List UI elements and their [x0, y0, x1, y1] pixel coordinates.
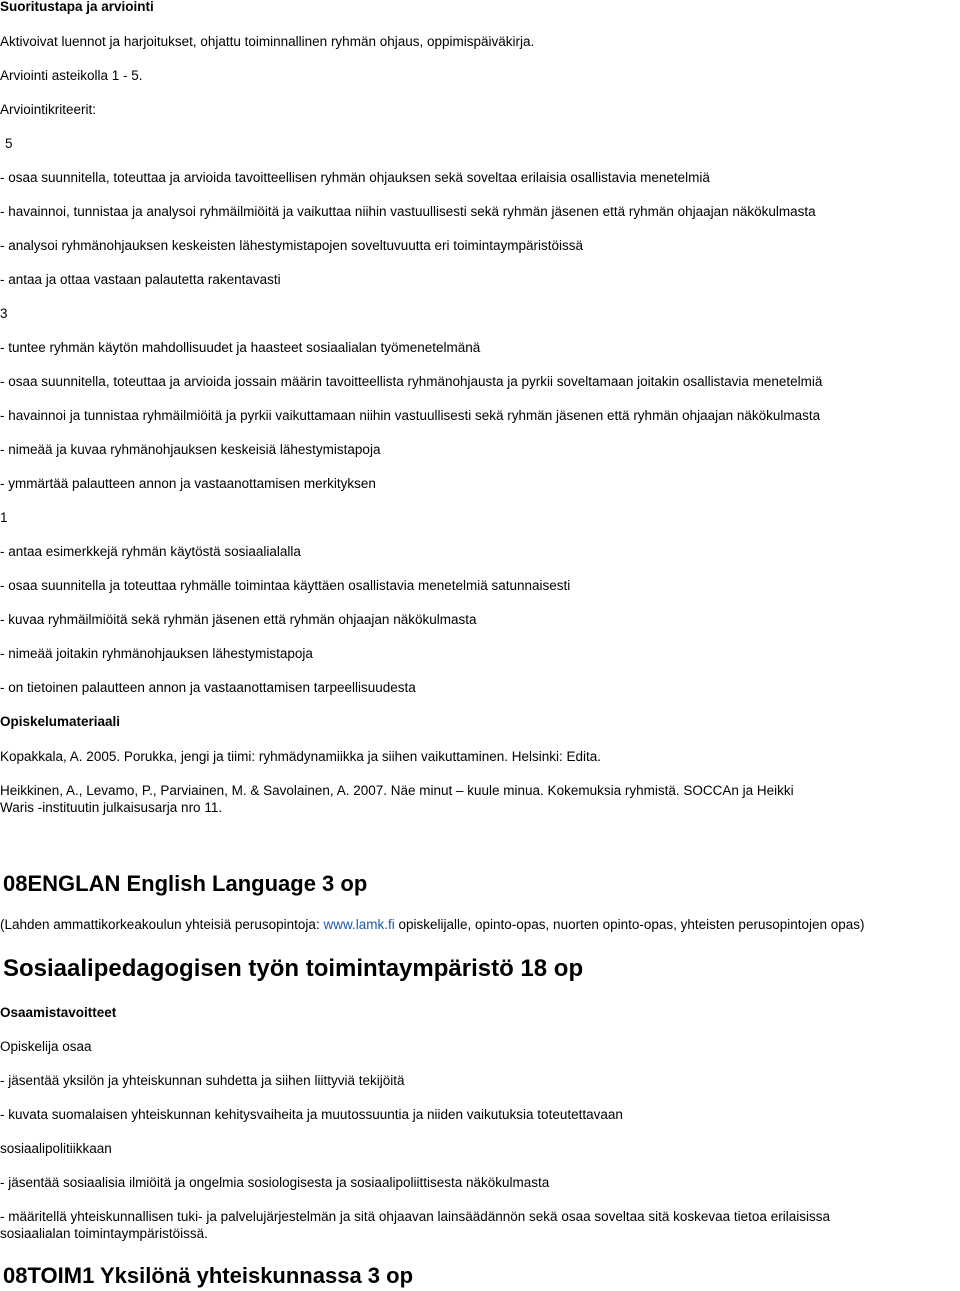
criteria-label: Arviointikriteerit: — [0, 102, 97, 117]
grade-1-item: - osaa suunnitella ja toteuttaa ryhmälle toimintaa käyttäen osallistavia menetelmiä satunnaisesti — [0, 578, 571, 593]
grade-5-label: 5 — [5, 136, 13, 151]
grade-5-item: - osaa suunnitella, toteuttaa ja arvioida tavoitteellisen ryhmän ohjauksen sekä soveltaa erilaisia osallistavia menetelmiä — [0, 170, 710, 185]
grade-5-item: - analysoi ryhmänohjauksen keskeisten lähestymistapojen soveltuvuutta eri toimintaympäristöissä — [0, 238, 584, 253]
material-reference-continued: Waris -instituutin julkaisusarja nro 11. — [0, 800, 223, 815]
grade-3-item: - nimeää ja kuvaa ryhmänohjauksen keskeisiä lähestymistapoja — [0, 442, 381, 457]
section-heading-materials: Opiskelumateriaali — [0, 714, 121, 729]
grade-3-label: 3 — [0, 306, 8, 321]
section-heading-suoritustapa: Suoritustapa ja arviointi — [0, 0, 154, 14]
grade-1-label: 1 — [0, 510, 8, 525]
english-note-before: (Lahden ammattikorkeakoulun yhteisiä perusopintoja: — [0, 917, 324, 932]
objective-item: - jäsentää yksilön ja yhteiskunnan suhdetta ja siihen liittyviä tekijöitä — [0, 1073, 405, 1088]
grade-3-item: - ymmärtää palautteen annon ja vastaanottamisen merkityksen — [0, 476, 376, 491]
grade-3-item: - havainnoi ja tunnistaa ryhmäilmiöitä ja pyrkii vaikuttamaan niihin vastuullisesti sekä ryhmän jäsenen että ryhmän ohjaajan näkökulmasta — [0, 408, 821, 423]
objective-item: sosiaalipolitiikkaan — [0, 1141, 112, 1156]
paragraph-scale: Arviointi asteikolla 1 - 5. — [0, 68, 143, 83]
grade-1-item: - kuvaa ryhmäilmiöitä sekä ryhmän jäsenen että ryhmän ohjaajan näkökulmasta — [0, 612, 477, 627]
grade-5-item: - antaa ja ottaa vastaan palautetta rakentavasti — [0, 272, 281, 287]
module-title-sosped: Sosiaalipedagogisen työn toimintaympäristö 18 op — [3, 955, 584, 982]
grade-1-item: - antaa esimerkkejä ryhmän käytöstä sosiaalialalla — [0, 544, 301, 559]
lamk-link[interactable]: www.lamk.fi — [323, 917, 395, 932]
english-note — [0, 916, 865, 933]
grade-1-item: - on tietoinen palautteen annon ja vastaanottamisen tarpeellisuudesta — [0, 680, 416, 695]
grade-5-item: - havainnoi, tunnistaa ja analysoi ryhmäilmiöitä ja vaikuttaa niihin vastuullisesti sekä ryhmän jäsenen että ryhmän ohjaajan näkökulmasta — [0, 204, 816, 219]
objective-item: - kuvata suomalaisen yhteiskunnan kehitysvaiheita ja muutossuuntia ja niiden vaikutuksia toteutettavaan — [0, 1107, 623, 1122]
objective-item: - jäsentää sosiaalisia ilmiöitä ja ongelmia sosiologisesta ja sosiaalipoliittisesta näkökulmasta — [0, 1175, 550, 1190]
section-heading-objectives: Osaamistavoitteet — [0, 1005, 117, 1020]
material-reference: Heikkinen, A., Levamo, P., Parviainen, M. & Savolainen, A. 2007. Näe minut – kuule minua. Kokemuksia ryhmistä. SOCCAn ja Heikki — [0, 783, 794, 798]
grade-3-item: - osaa suunnitella, toteuttaa ja arvioida jossain määrin tavoitteellista ryhmänohjausta ja pyrkii soveltamaan joitakin osallistavia menetelmiä — [0, 374, 823, 389]
english-note-after: opiskelijalle, opinto-opas, nuorten opinto-opas, yhteisten perusopintojen opas) — [394, 917, 865, 932]
material-reference: Kopakkala, A. 2005. Porukka, jengi ja tiimi: ryhmädynamiikka ja siihen vaikuttaminen. Helsinki: Edita. — [0, 749, 602, 764]
objective-item: - määritellä yhteiskunnallisen tuki- ja palvelujärjestelmän ja sitä ohjaavan lainsäädännön sekä osaa soveltaa sitä koskevaa tietoa erilaisissa — [0, 1209, 830, 1224]
objective-item-continued: sosiaalialan toimintaympäristöissä. — [0, 1226, 208, 1241]
objectives-intro: Opiskelija osaa — [0, 1039, 92, 1054]
course-title-toim: 08TOIM1 Yksilönä yhteiskunnassa 3 op — [3, 1263, 414, 1288]
course-title-english: 08ENGLAN English Language 3 op — [3, 871, 368, 896]
paragraph-suoritustapa: Aktivoivat luennot ja harjoitukset, ohjattu toiminnallinen ryhmän ohjaus, oppimispäiväkirja. — [0, 34, 535, 49]
grade-3-item: - tuntee ryhmän käytön mahdollisuudet ja haasteet sosiaalialan työmenetelmänä — [0, 340, 481, 355]
grade-1-item: - nimeää joitakin ryhmänohjauksen lähestymistapoja — [0, 646, 313, 661]
